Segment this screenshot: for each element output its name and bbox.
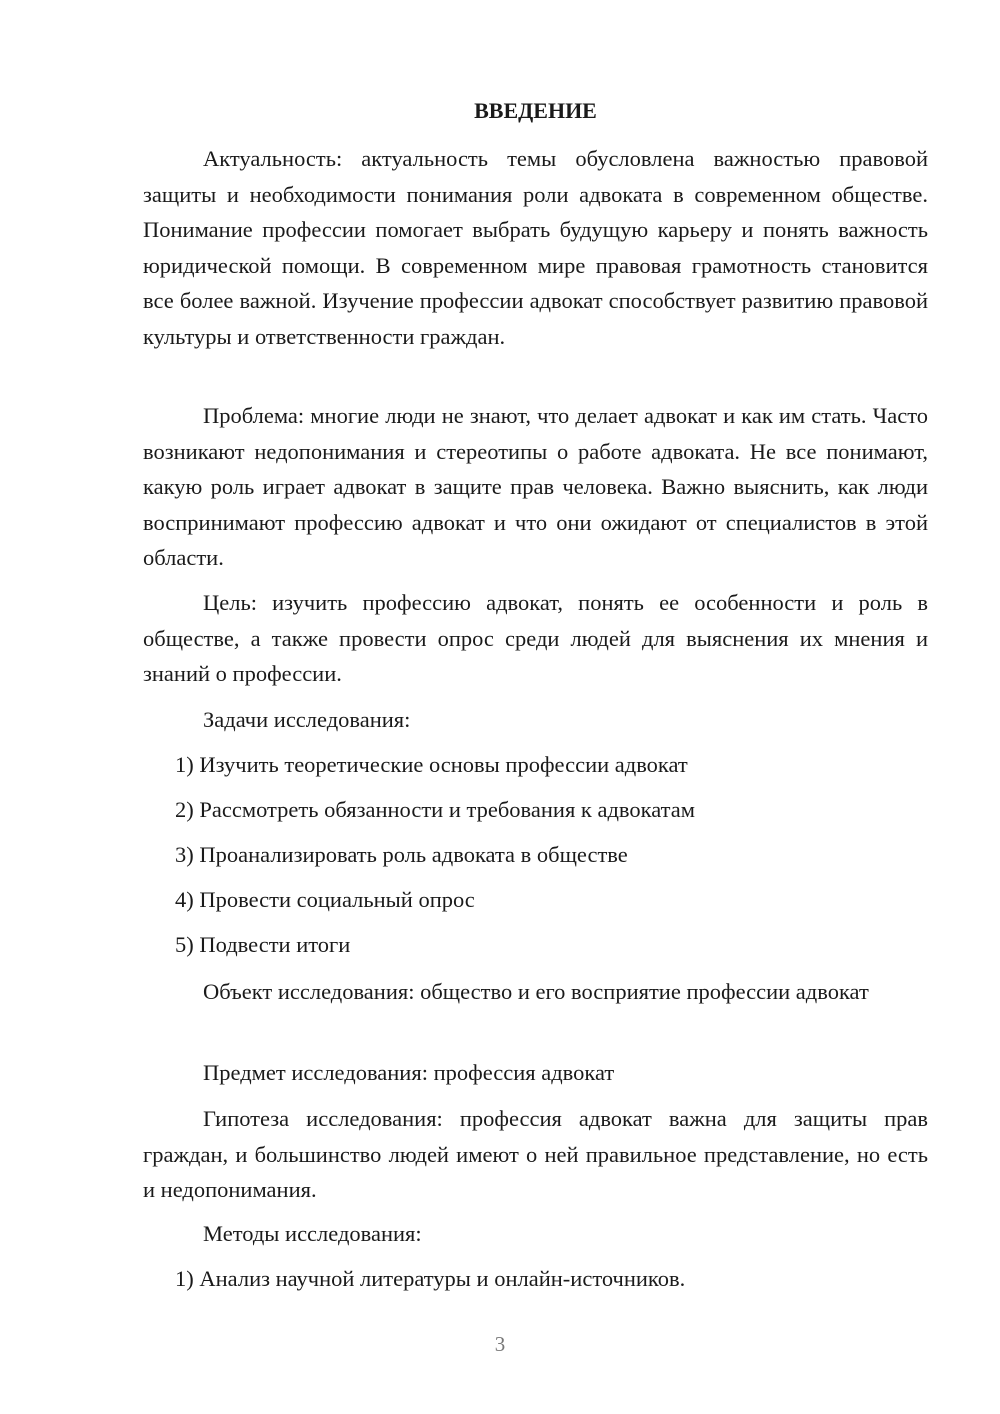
paragraph-problem: Проблема: многие люди не знают, что делает адвокат и как им стать. Часто возникают недопонимания и стереотипы о работе адвоката. Не все понимают, какую роль играет адвокат в защите прав человека. Важно выяснить, как люди воспринимают профессию адвокат и что они ожидают от специалистов в этой области.	[143, 403, 928, 570]
task-item: 3) Проанализировать роль адвоката в обществе	[175, 842, 628, 867]
paragraph-subject: Предмет исследования: профессия адвокат	[203, 1060, 615, 1085]
tasks-heading: Задачи исследования:	[203, 707, 411, 732]
page-title: ВВЕДЕНИЕ	[474, 98, 597, 123]
task-item: 2) Рассмотреть обязанности и требования к адвокатам	[175, 797, 695, 822]
paragraph-hypothesis: Гипотеза исследования: профессия адвокат важна для защиты прав граждан, и большинство людей имеют о ней правильное представление, но есть и недопонимания.	[143, 1106, 928, 1202]
paragraph-object: Объект исследования: общество и его восприятие профессии адвокат	[203, 979, 869, 1004]
page-number: 3	[494, 1332, 506, 1356]
task-item: 5) Подвести итоги	[175, 932, 351, 957]
paragraph-relevance: Актуальность: актуальность темы обусловлена важностью правовой защиты и необходимости понимания роли адвоката в современном обществе. Понимание профессии помогает выбрать будущую карьеру и понять важность юридической помощи. В современном мире правовая грамотность становится все более важной. Изучение профессии адвокат способствует развитию правовой культуры и ответственности граждан.	[143, 146, 928, 349]
method-item: 1) Анализ научной литературы и онлайн-источников.	[175, 1266, 686, 1291]
task-item: 4) Провести социальный опрос	[175, 887, 475, 912]
task-item: 1) Изучить теоретические основы профессии адвокат	[175, 752, 688, 777]
paragraph-goal: Цель: изучить профессию адвокат, понять ее особенности и роль в обществе, а также провести опрос среди людей для выяснения их мнения и знаний о профессии.	[143, 590, 928, 686]
methods-heading: Методы исследования:	[203, 1221, 422, 1246]
